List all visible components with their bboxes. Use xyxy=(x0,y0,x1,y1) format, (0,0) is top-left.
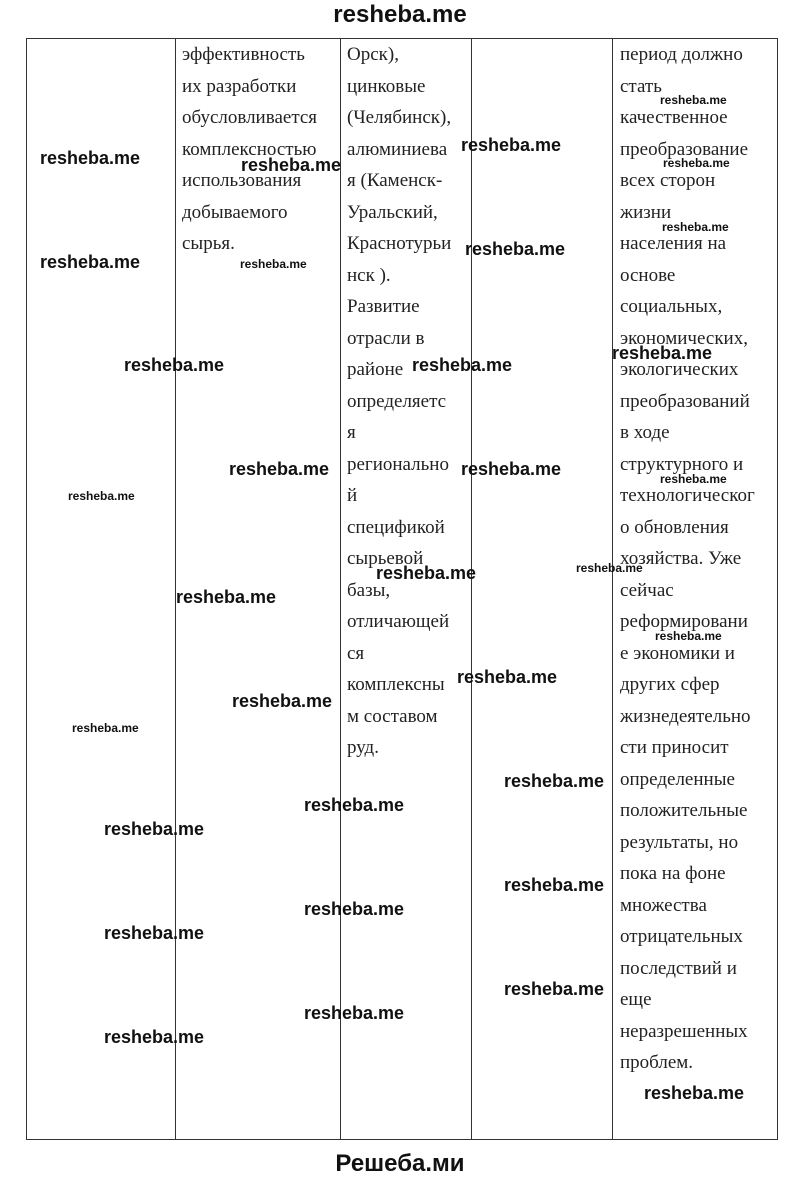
watermark: resheba.me xyxy=(644,1083,745,1103)
watermark: resheba.me xyxy=(104,1027,205,1047)
watermark: resheba.me xyxy=(229,459,330,479)
content-table xyxy=(26,38,778,1140)
site-footer: Решеба.ми xyxy=(335,1150,465,1177)
watermark: resheba.me xyxy=(240,257,307,271)
watermark: resheba.me xyxy=(376,563,477,583)
watermark: resheba.me xyxy=(232,691,333,711)
watermark: resheba.me xyxy=(176,587,277,607)
watermark: resheba.me xyxy=(40,252,141,272)
watermark: resheba.me xyxy=(504,771,605,791)
watermark: resheba.me xyxy=(72,721,139,735)
watermark: resheba.me xyxy=(241,155,342,175)
watermark: resheba.me xyxy=(461,135,562,155)
watermark: resheba.me xyxy=(465,239,566,259)
table-cell-col3: Орск), цинковые (Челябинск), алюминиева я (Каменск- Уральский, Краснотурьи нск ). Развитие отрасли в районе определяетс я регионально й спецификой сырьевой базы, отличающей ся комплексны м составом руд. xyxy=(347,44,452,758)
watermark: resheba.me xyxy=(104,923,205,943)
table-cell-col2: эффективность их разработки обусловливается комплексностью использования добываемого сырья. xyxy=(182,44,318,254)
watermark: resheba.me xyxy=(504,875,605,895)
watermark: resheba.me xyxy=(663,156,730,170)
column-divider xyxy=(471,39,472,1139)
watermark: resheba.me xyxy=(304,795,405,815)
column-divider xyxy=(612,39,613,1139)
watermark: resheba.me xyxy=(40,148,141,168)
watermark: resheba.me xyxy=(124,355,225,375)
watermark: resheba.me xyxy=(655,629,722,643)
watermark: resheba.me xyxy=(576,561,643,575)
watermark: resheba.me xyxy=(612,343,713,363)
watermark: resheba.me xyxy=(68,489,135,503)
watermark: resheba.me xyxy=(457,667,558,687)
watermark: resheba.me xyxy=(461,459,562,479)
column-divider xyxy=(340,39,341,1139)
watermark: resheba.me xyxy=(660,93,727,107)
watermark: resheba.me xyxy=(504,979,605,999)
watermark: resheba.me xyxy=(660,472,727,486)
watermark: resheba.me xyxy=(304,899,405,919)
watermark: resheba.me xyxy=(662,220,729,234)
table-cell-col5: период должно стать качественное преобразование всех сторон жизни населения на основе социальных, экономических, экологических преобразований в ходе структурного и технологическог о обновления хозяйства. Уже сейчас реформировани е экономики и других сфер жизнедеятельно сти приносит определенные положительные результаты, но пока на фоне множества отрицательных последствий и еще неразрешенных проблем. xyxy=(620,44,755,1073)
watermark: resheba.me xyxy=(412,355,513,375)
watermark: resheba.me xyxy=(304,1003,405,1023)
watermark: resheba.me xyxy=(104,819,205,839)
site-header: resheba.me xyxy=(333,1,467,28)
